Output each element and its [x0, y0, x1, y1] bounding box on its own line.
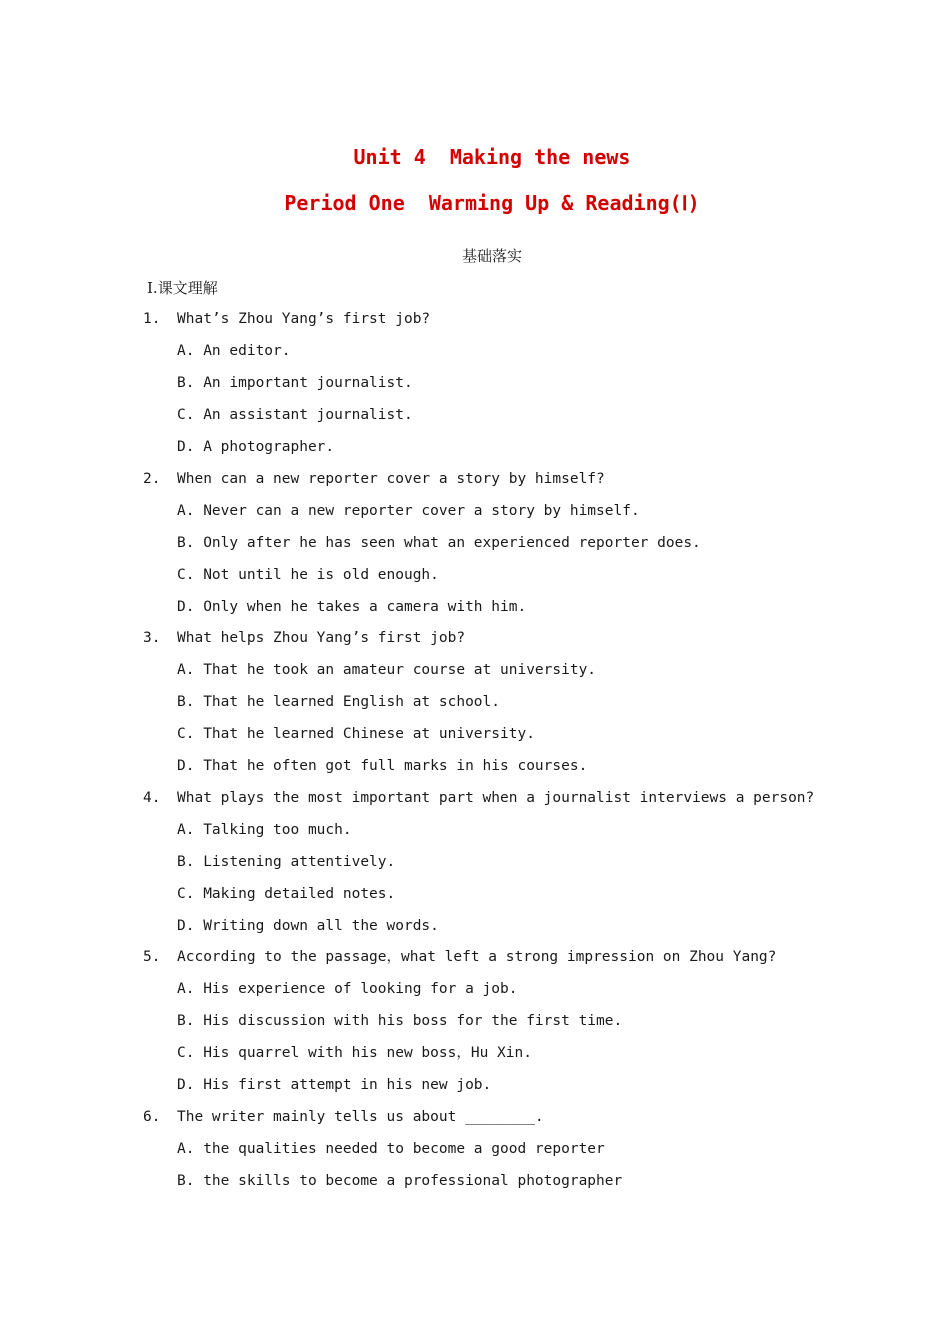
answer-option: B. the skills to become a professional photographer: [177, 1173, 623, 1189]
answer-option: B. His discussion with his boss for the first time.: [177, 1013, 623, 1029]
part-heading: Ⅰ.课文理解: [147, 279, 218, 297]
question-number: 5.: [143, 949, 161, 965]
section-heading: 基础落实: [461, 247, 522, 265]
unit-title: Unit 4 Making the news: [353, 145, 631, 169]
question-number: 1.: [143, 311, 161, 327]
answer-option: C. Not until he is old enough.: [177, 567, 439, 583]
answer-option: A. the qualities needed to become a good reporter: [177, 1141, 605, 1157]
answer-option: A. That he took an amateur course at university.: [177, 662, 597, 678]
answer-option: B. An important journalist.: [177, 375, 413, 391]
answer-option: D. Only when he takes a camera with him.: [177, 599, 527, 615]
answer-option: D. A photographer.: [177, 439, 335, 455]
answer-option: B. Listening attentively.: [177, 854, 396, 870]
question-stem: According to the passage，what left a strong impression on Zhou Yang?: [177, 949, 777, 965]
question-stem: The writer mainly tells us about ________.: [177, 1109, 544, 1125]
answer-option: C. His quarrel with his new boss，Hu Xin.: [177, 1045, 532, 1061]
answer-option: C. Making detailed notes.: [177, 886, 396, 902]
answer-option: A. Talking too much.: [177, 822, 352, 838]
period-title: Period One Warming Up & Reading(Ⅰ): [284, 191, 700, 215]
answer-option: D. Writing down all the words.: [177, 918, 439, 934]
question-stem: When can a new reporter cover a story by himself?: [177, 471, 605, 487]
question-stem: What helps Zhou Yang’s first job?: [177, 630, 466, 646]
question-number: 6.: [143, 1109, 161, 1125]
answer-option: C. An assistant journalist.: [177, 407, 413, 423]
question-number: 2.: [143, 471, 161, 487]
answer-option: C. That he learned Chinese at university.: [177, 726, 535, 742]
question-stem: What’s Zhou Yang’s first job?: [177, 311, 431, 327]
answer-option: B. That he learned English at school.: [177, 694, 501, 710]
question-stem: What plays the most important part when a journalist interviews a person?: [177, 790, 815, 806]
question-number: 4.: [143, 790, 161, 806]
answer-option: A. An editor.: [177, 343, 291, 359]
answer-option: D. That he often got full marks in his courses.: [177, 758, 588, 774]
answer-option: A. His experience of looking for a job.: [177, 981, 518, 997]
answer-option: B. Only after he has seen what an experienced reporter does.: [177, 535, 701, 551]
answer-option: A. Never can a new reporter cover a story by himself.: [177, 503, 640, 519]
answer-option: D. His first attempt in his new job.: [177, 1077, 492, 1093]
question-number: 3.: [143, 630, 161, 646]
